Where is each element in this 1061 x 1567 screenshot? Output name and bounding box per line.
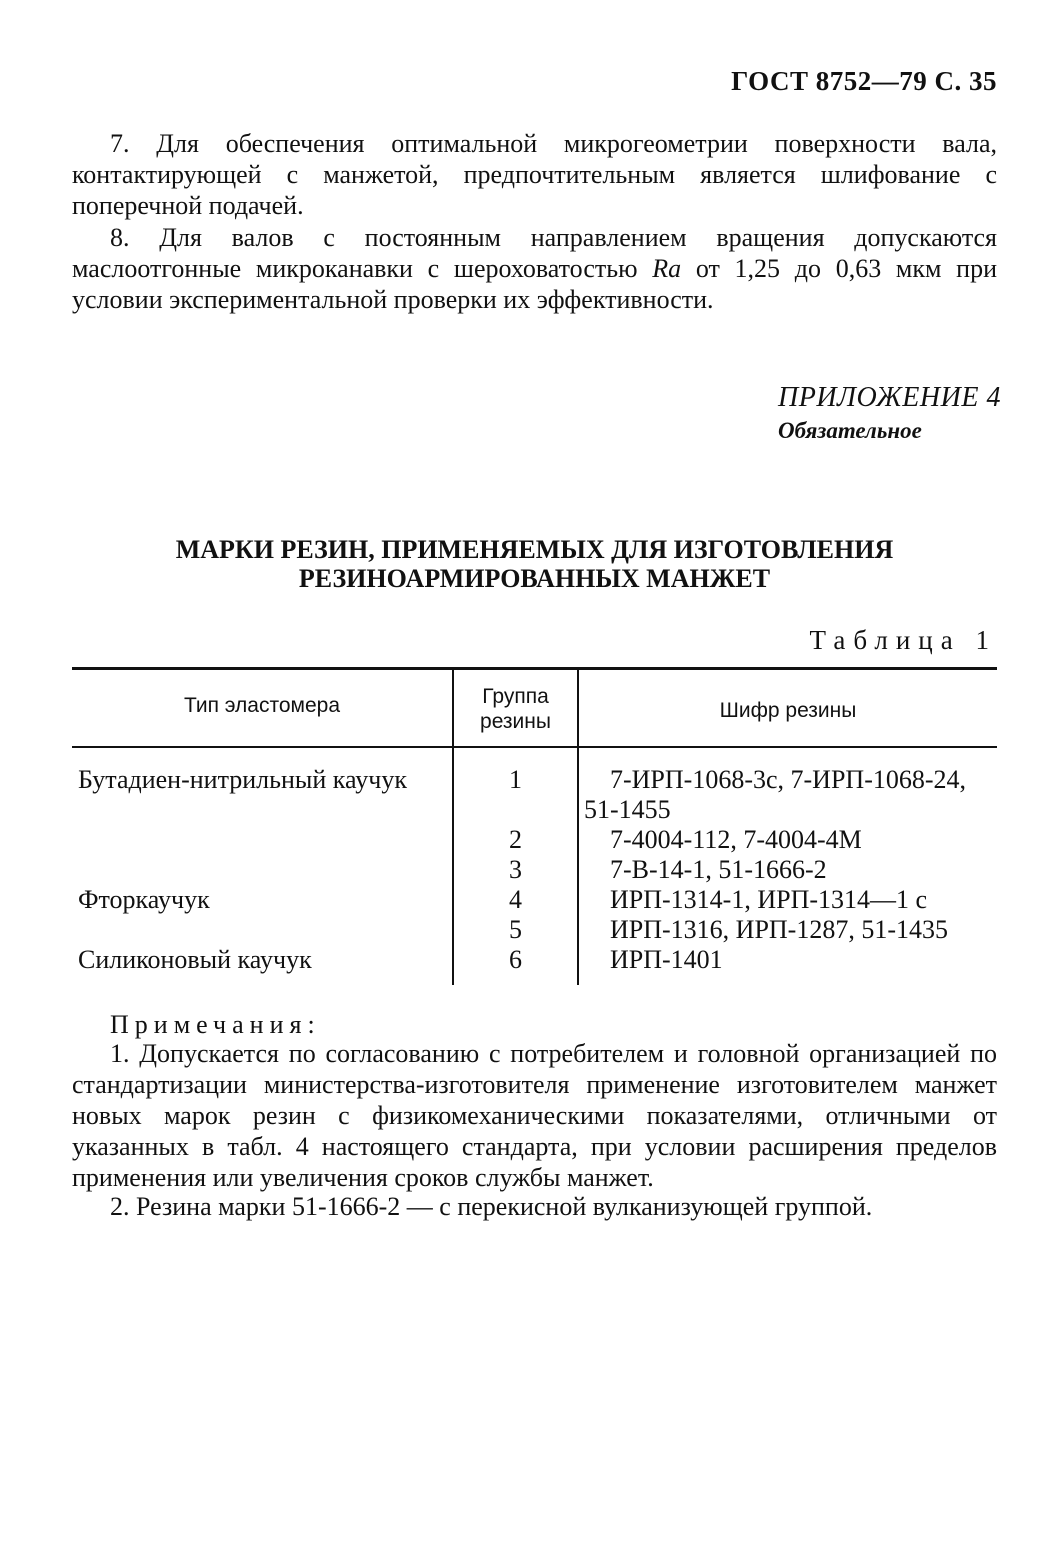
table-cell-group: 4 (509, 885, 522, 914)
paragraph-8 (72, 222, 997, 315)
main-title-line-2: РЕЗИНОАРМИРОВАННЫХ МАНЖЕТ (298, 564, 771, 593)
paragraph-7: 7. Для обеспечения оптимальной микрогеометрии поверхности вала, контактирующей с манжетой, предпочтительным является шлифование с поперечной подачей. (72, 129, 997, 220)
table-label: Таблица 1 (809, 625, 997, 655)
table-cell-group: 1 (509, 765, 522, 794)
table-cell-code: ИРП-1316, ИРП-1287, 51-1435 (610, 915, 948, 944)
table-cell-type: Фторкаучук (78, 885, 210, 914)
table-cell-group: 3 (509, 855, 522, 884)
notes-heading: Примечания: (110, 1010, 321, 1039)
header-rubber-group-line-1: Группа (482, 685, 549, 708)
table-cell-code: ИРП-1314-1, ИРП-1314—1 с (610, 885, 928, 914)
page-header: ГОСТ 8752—79 С. 35 (731, 66, 997, 96)
header-rubber-group (454, 684, 577, 734)
table-cell-code: ИРП-1401 (610, 945, 723, 974)
table-cell-code: 7-ИРП-1068-3с, 7-ИРП-1068-24, 51-1455 (584, 765, 967, 824)
note-2: 2. Резина марки 51-1666-2 — с перекисной вулканизующей группой. (110, 1192, 873, 1221)
table-cell-type: Силиконовый каучук (78, 945, 312, 974)
table-cell-type: Бутадиен-нитрильный каучук (78, 765, 407, 794)
header-rubber-group-line-2: резины (480, 710, 551, 733)
paragraph-8-text-start: 8. Для валов с постоянным направлением вращения допускаются маслоотгонные микроканавки с шероховатостью (72, 223, 997, 283)
table-cell-group: 2 (509, 825, 522, 854)
header-rubber-code: Шифр резины (719, 699, 857, 722)
rubber-grades-table (72, 667, 997, 985)
paragraph-8-text-end: от 1,25 до 0,63 мкм при условии экспериментальной проверки их эффективности. (72, 254, 997, 314)
roughness-symbol: Ra (652, 254, 682, 283)
header-elastomer-type: Тип эластомера (183, 694, 341, 717)
main-title-line-1: МАРКИ РЕЗИН, ПРИМЕНЯЕМЫХ ДЛЯ ИЗГОТОВЛЕНИЯ (175, 535, 894, 564)
table-cell-code: 7-4004-112, 7-4004-4М (610, 825, 862, 854)
appendix-title: ПРИЛОЖЕНИЕ 4 (778, 382, 1001, 413)
note-1: 1. Допускается по согласованию с потребителем и головной организацией по стандартизации министерства-изготовителя применение изготовителем манжет новых марок резин с физикомеханическими показателями, отличными от указанных в табл. 4 настоящего стандарта, при условии расширения пределов применения или увеличения сроков службы манжет. (72, 1039, 997, 1192)
appendix-subtitle: Обязательное (778, 418, 922, 443)
main-title (72, 535, 997, 593)
table-cell-group: 6 (509, 945, 522, 974)
table-header-rule (72, 746, 997, 748)
table-top-rule (72, 667, 997, 670)
table-cell-code: 7-В-14-1, 51-1666-2 (610, 855, 827, 884)
table-cell-group: 5 (509, 915, 522, 944)
